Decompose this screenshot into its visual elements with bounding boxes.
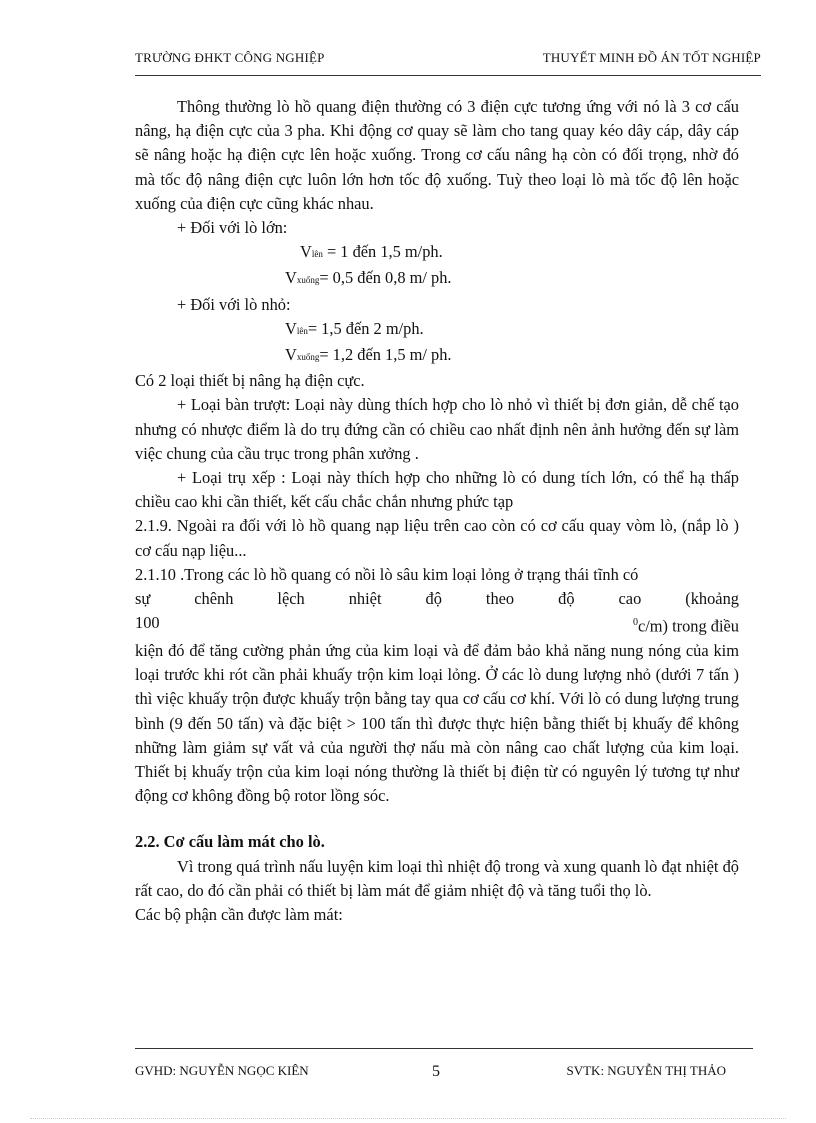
velocity-subscript: lên [311, 249, 323, 260]
page-body [135, 95, 739, 927]
paragraph-cooled-parts: Các bộ phận cần được làm mát: [135, 904, 343, 924]
footer-student: SVTK: NGUYỄN THỊ THẢO [566, 1063, 726, 1078]
velocity-subscript: xuống [296, 275, 320, 286]
temperature-value: 100 [135, 613, 160, 633]
page-number: 5 [432, 1063, 440, 1080]
paragraph-sliding-table: + Loại bàn trượt: Loại này dùng thích hợp cho lò nhỏ vì thiết bị đơn giản, dễ chế tạo nhưng có nhược điểm là do trụ đứng cần có chiều cao nhất định nên ảnh hưởng đến sự làm việc chung của cầu trục trong phân xưởng . [135, 395, 739, 463]
p6-rest: kiện đó để tăng cường phản ứng của kim loại và để đảm bảo khả năng nung nóng của kim loại trước khi rót cần phải khuấy trộn kim loại lỏng. Ở các lò dung lượng nhỏ (dưới 7 tấn ) thì việc khuấy trộn được khuấy trộn bằng tay qua cơ cấu cơ khí. Với lò có dung lượng trung bình (9 đến 50 tấn) và đặc biệt > 100 tấn thì được thực hiện bằng thiết bị khuấy để không những làm giảm sự vất vả của người thợ nấu mà còn nâng cao chất lượng của kim loại. Thiết bị khuấy trộn của kim loại nóng thường là thiết bị điện từ có nguyên lý tương tự như động cơ không đồng bộ rotor lồng sóc. [135, 640, 739, 806]
footer-rule [135, 1048, 753, 1049]
temperature-unit [633, 611, 739, 639]
spread-word: theo [485, 589, 515, 609]
formula-large-down [135, 266, 739, 292]
spread-word: độ [558, 589, 575, 609]
velocity-subscript: xuống [296, 352, 320, 363]
formula-value: = 1 đến 1,5 m/ph. [326, 242, 443, 262]
spread-word: (khoảng [685, 589, 739, 609]
footer-supervisor: GVHD: NGUYỄN NGỌC KIÊN [135, 1063, 309, 1078]
paragraph-cooling-intro: Vì trong quá trình nấu luyện kim loại thì nhiệt độ trong và xung quanh lò đạt nhiệt độ rất cao, do đó cần phải có thiết bị làm mát để giảm nhiệt độ và tăng tuổi thọ lò. [135, 856, 739, 900]
large-furnace-label: + Đối với lò lớn: [177, 218, 288, 238]
formula-large-up [135, 240, 739, 266]
spread-word: lệch [277, 589, 305, 609]
paragraph-2-1-9: 2.1.9. Ngoài ra đối với lò hồ quang nạp liệu trên cao còn có cơ cấu quay vòm lò, (nắp lò ) cơ cấu nạp liệu... [135, 516, 739, 560]
velocity-symbol: V [285, 345, 297, 365]
spread-word: sự [135, 589, 151, 609]
spread-word: chênh [194, 589, 234, 609]
header-doc-title: THUYẾT MINH ĐỒ ÁN TỐT NGHIỆP [542, 50, 761, 65]
p6-spread-line [135, 587, 739, 611]
velocity-subscript: lên [296, 325, 308, 336]
paragraph-stacked-column: + Loại trụ xếp : Loại này thích hợp cho những lò có dung tích lớn, có thể hạ thấp chiều cao khi cần thiết, kết cấu chắc chắn nhưng phức tạp [135, 468, 739, 512]
formula-value: = 1,5 đến 2 m/ph. [307, 318, 424, 338]
paragraph-electrode-intro: Thông thường lò hồ quang điện thường có 3 điện cực tương ứng với nó là 3 cơ cấu nâng, hạ điện cực của 3 pha. Khi động cơ quay sẽ làm cho tang quay kéo dây cáp, dây cáp sẽ nâng hoặc hạ điện cực lên hoặc xuống. Trong cơ cấu nâng hạ còn có đối trọng, nhờ đó mà tốc độ nâng điện cực luôn lớn hơn tốc độ xuống. Tuỳ theo loại lò mà tốc độ lên hoặc xuống của điện cực cũng khác nhau. [135, 97, 739, 213]
spread-word: nhiệt [348, 589, 382, 609]
formula-value: = 0,5 đến 0,8 m/ ph. [319, 268, 452, 288]
spread-word: cao [618, 589, 642, 609]
degree-superscript: 0 [632, 617, 638, 629]
header-school: TRƯỜNG ĐHKT CÔNG NGHIỆP [135, 50, 325, 65]
page-header [135, 50, 761, 66]
page-edge-dotted-line [30, 1118, 786, 1119]
spread-word: độ [425, 589, 442, 609]
formula-value: = 1,2 đến 1,5 m/ ph. [319, 345, 452, 365]
section-title-cooling: 2.2. Cơ cấu làm mát cho lò. [135, 832, 325, 852]
p6-temperature-line [135, 611, 739, 639]
velocity-symbol: V [300, 242, 312, 262]
formula-small-down [135, 343, 739, 369]
p6-line1: 2.1.10 .Trong các lò hồ quang có nồi lò sâu kim loại lỏng ở trạng thái tĩnh có [135, 564, 639, 584]
header-rule [135, 75, 761, 76]
formula-small-up [135, 317, 739, 343]
unit-text: c/m) trong điều [637, 616, 739, 636]
paragraph-2-1-10 [135, 563, 739, 809]
paragraph-device-types: Có 2 loại thiết bị nâng hạ điện cực. [135, 371, 365, 391]
velocity-symbol: V [285, 318, 297, 338]
small-furnace-label: + Đối với lò nhỏ: [177, 294, 291, 314]
page-footer [135, 1063, 726, 1079]
velocity-symbol: V [285, 268, 297, 288]
